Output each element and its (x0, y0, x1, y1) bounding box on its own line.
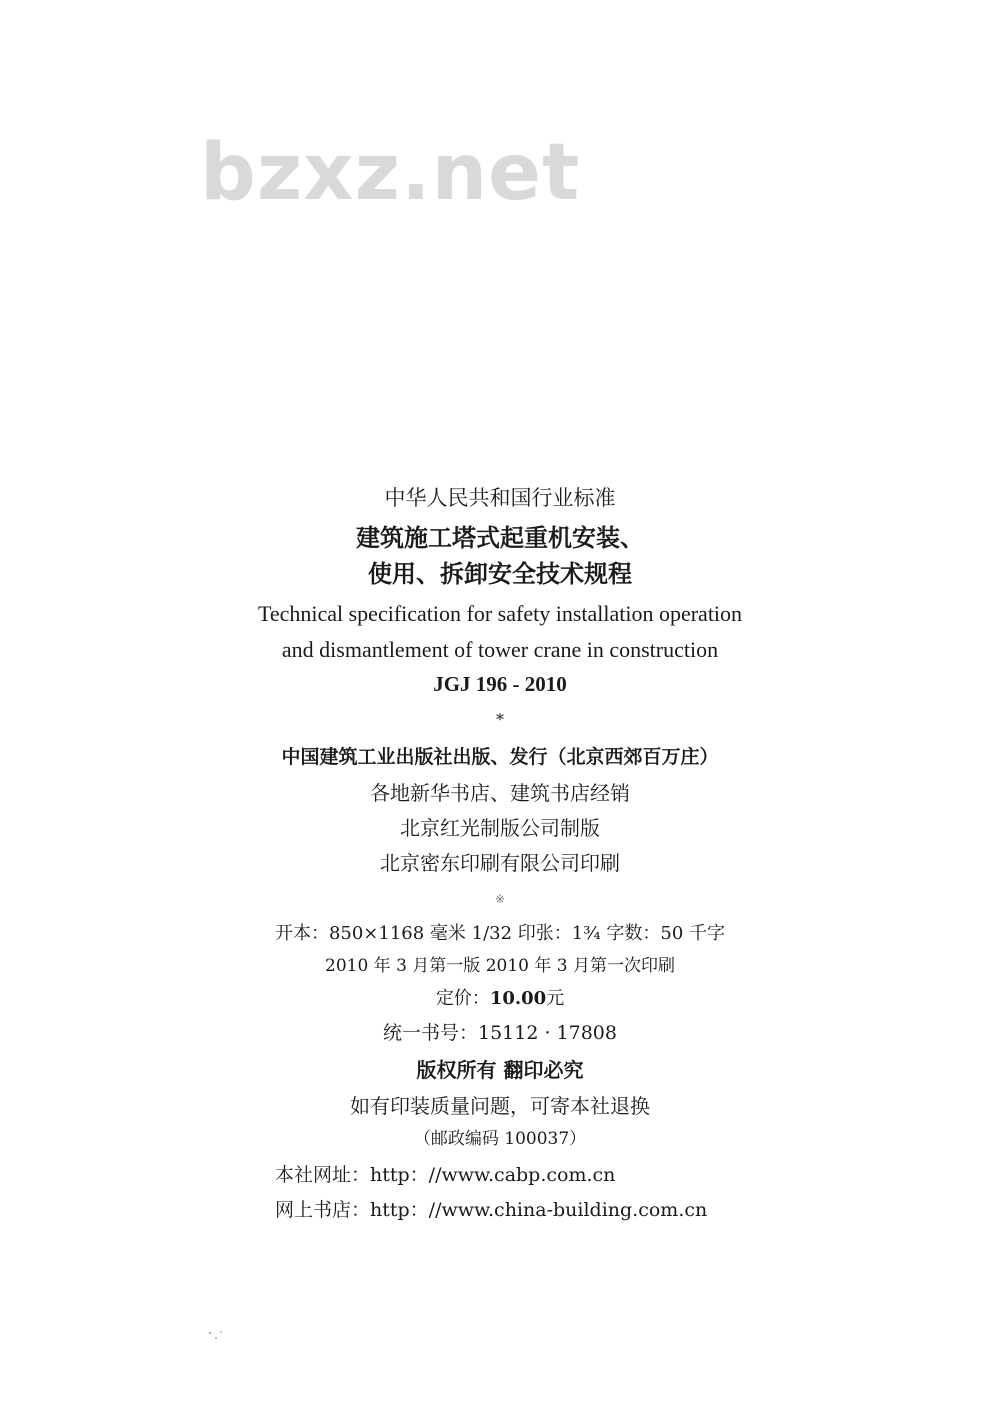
standard-category-label: 中华人民共和国行业标准 (384, 486, 616, 510)
standard-code: JGJ 196 - 2010 (433, 672, 567, 696)
scan-speck-decoration (208, 1330, 224, 1347)
postal-code-line: （邮政编码 100037） (413, 1129, 587, 1149)
copyright-notice: 版权所有 翻印必究 (416, 1058, 584, 1082)
printer-line: 北京密东印刷有限公司印刷 (380, 851, 620, 875)
plate-maker-line: 北京红光制版公司制版 (400, 816, 600, 840)
separator-star: * (496, 710, 504, 729)
publisher-line: 中国建筑工业出版社出版、发行（北京西郊百万庄） (281, 746, 719, 768)
title-cn-line-1: 建筑施工塔式起重机安装、 (356, 524, 644, 552)
format-spec-line: 开本：850×1168 毫米 1/32 印张：1¾ 字数：50 千字 (274, 923, 726, 944)
publisher-website-link[interactable]: 本社网址：http：//www.cabp.com.cn (275, 1164, 616, 1186)
separator-reference-mark: ※ (494, 892, 506, 906)
price-unit: 元 (546, 988, 565, 1009)
price-label: 定价： (435, 988, 490, 1009)
price-line (0, 990, 1000, 1008)
distributor-line: 各地新华书店、建筑书店经销 (370, 781, 630, 805)
title-en-line-2: and dismantlement of tower crane in construction (281, 637, 719, 662)
unified-book-number: 统一书号：15112 · 17808 (382, 1022, 617, 1044)
title-en-line-1: Technical specification for safety installation operation (257, 601, 743, 626)
price-value: 10.00 (489, 988, 547, 1009)
edition-line: 2010 年 3 月第一版 2010 年 3 月第一次印刷 (325, 956, 675, 976)
title-cn-line-2: 使用、拆卸安全技术规程 (368, 560, 632, 588)
return-policy-line: 如有印装质量问题，可寄本社退换 (350, 1094, 650, 1118)
online-bookstore-link[interactable]: 网上书店：http：//www.china-building.com.cn (275, 1199, 708, 1221)
watermark: bzxz.net (200, 128, 581, 218)
